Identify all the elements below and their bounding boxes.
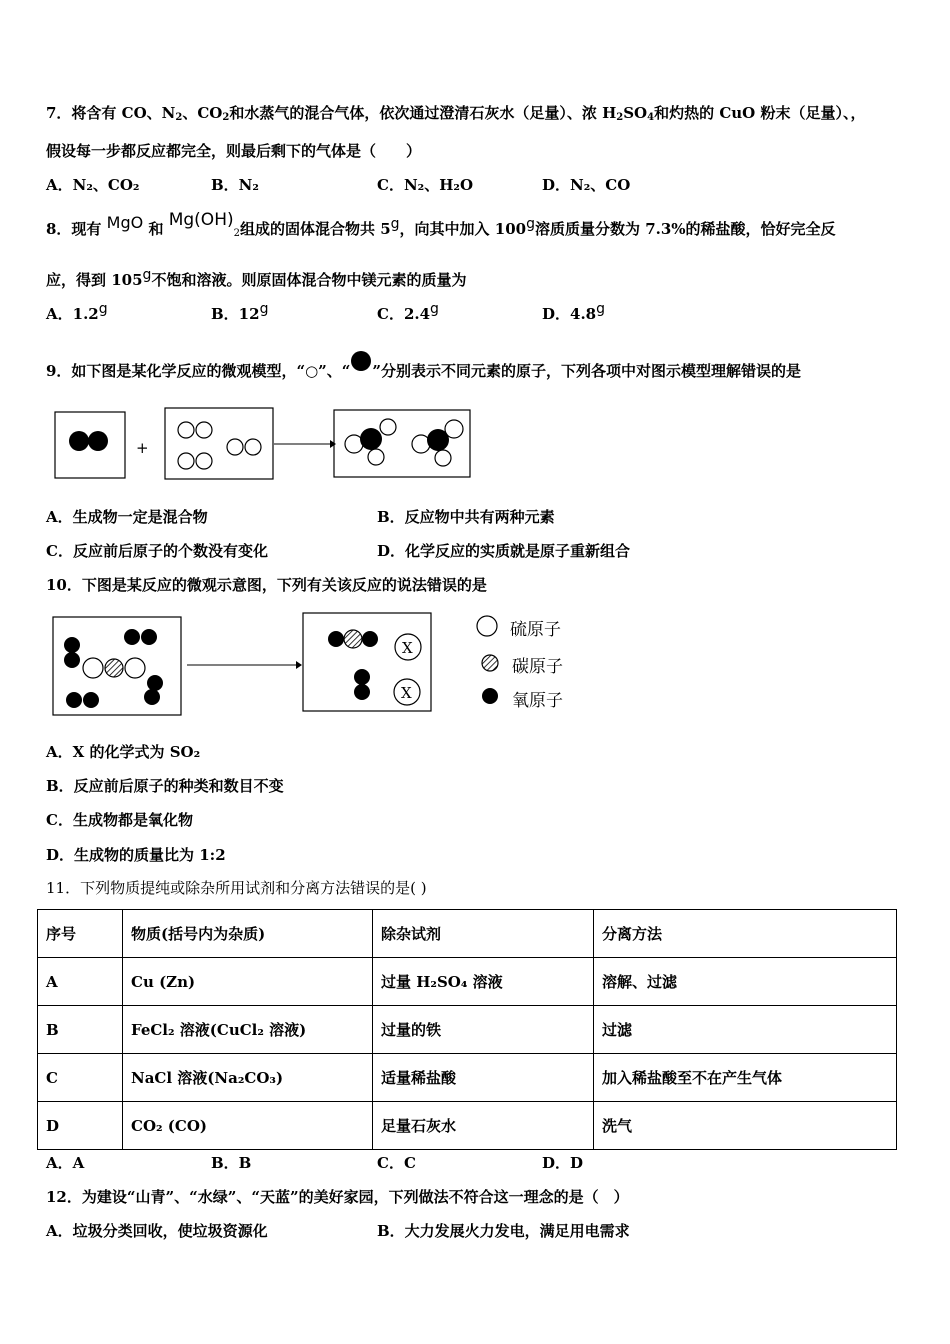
table-cell: NaCl 溶液(Na₂CO₃) [123, 1054, 373, 1102]
black-atom-icon [350, 350, 372, 372]
table-header: 物质(括号内为杂质) [123, 910, 373, 958]
q8-stem-line2: 应，得到 105g不饱和溶液。则原固体混合物中镁元素的质量为 [46, 267, 467, 289]
q11-table [37, 909, 897, 1150]
q8-stem: 8．现有 MgO 和 $Mg(OH)_2$组成的固体混合物共 5g，向其中加入 100g溶质质量分数为 7.3%的稀盐酸，恰好完全反 [46, 210, 836, 239]
table-cell: 过滤 [594, 1006, 897, 1054]
q7-stem: 7．将含有 CO、$N_2$、$CO_2$和水蒸气的混合气体，依次通过澄清石灰水（足量）、浓 $H_2SO_4$和灼热的 CuO 粉末（足量）、， [46, 104, 866, 123]
q7-option-b[interactable]: B．N₂ [211, 176, 259, 194]
plus-sign: + [136, 439, 149, 457]
table-header: 分离方法 [594, 910, 897, 958]
table-header-row [38, 910, 897, 958]
q12-option-b[interactable]: B．大力发展火力发电，满足用电需求 [377, 1222, 630, 1240]
table-cell: 过量的铁 [373, 1006, 594, 1054]
legend-sulfur: 硫原子 [510, 620, 561, 640]
q9-option-a[interactable]: A．生成物一定是混合物 [46, 508, 208, 526]
black-atom [69, 431, 89, 451]
carbon-atom-icon [482, 655, 498, 671]
sulfur-atom-icon [477, 616, 497, 636]
q9-option-b[interactable]: B．反应物中共有两种元素 [377, 508, 555, 526]
table-cell: B [38, 1006, 123, 1054]
q9-reaction-diagram [50, 405, 480, 485]
x-molecule-label: X [402, 639, 413, 657]
q7-option-c[interactable]: C．N₂、H₂O [377, 176, 474, 194]
table-row [38, 958, 897, 1006]
q10-option-c[interactable]: C．生成物都是氧化物 [46, 811, 193, 829]
q10-reaction-diagram [50, 610, 450, 722]
table-cell: 适量稀盐酸 [373, 1054, 594, 1102]
table-cell: 足量石灰水 [373, 1102, 594, 1150]
table-header: 序号 [38, 910, 123, 958]
table-cell: A [38, 958, 123, 1006]
black-atom [88, 431, 108, 451]
table-cell: FeCl₂ 溶液(CuCl₂ 溶液) [123, 1006, 373, 1054]
table-cell: 溶解、过滤 [594, 958, 897, 1006]
q10-stem: 10．下图是某反应的微观示意图，下列有关该反应的说法错误的是 [46, 576, 487, 594]
table-header: 除杂试剂 [373, 910, 594, 958]
q7-option-d[interactable]: D．N₂、CO [542, 176, 631, 194]
table-cell: 洗气 [594, 1102, 897, 1150]
q9-option-c[interactable]: C．反应前后原子的个数没有变化 [46, 542, 268, 560]
q8-option-b[interactable]: B．12g [211, 301, 269, 323]
q11-stem: 11．下列物质提纯或除杂所用试剂和分离方法错误的是( ) [46, 879, 427, 897]
q11-option-b[interactable]: B．B [211, 1154, 252, 1172]
table-row [38, 1054, 897, 1102]
q11-option-d[interactable]: D．D [542, 1154, 584, 1172]
q12-stem: 12．为建设“山青”、“水绿”、“天蓝”的美好家园，下列做法不符合这一理念的是（ ） [46, 1188, 629, 1206]
q10-option-d[interactable]: D．生成物的质量比为 1:2 [46, 846, 226, 864]
q8-option-d[interactable]: D．4.8g [542, 301, 605, 323]
table-cell: C [38, 1054, 123, 1102]
q9-option-d[interactable]: D．化学反应的实质就是原子重新组合 [377, 542, 631, 560]
table-row [38, 1006, 897, 1054]
legend-carbon: 碳原子 [512, 657, 563, 677]
table-cell: 过量 H₂SO₄ 溶液 [373, 958, 594, 1006]
q7-stem-line2: 假设每一步都反应都完全，则最后剩下的气体是（ ） [46, 142, 422, 160]
q12-option-a[interactable]: A．垃圾分类回收，使垃圾资源化 [46, 1222, 268, 1240]
q10-option-b[interactable]: B．反应前后原子的种类和数目不变 [46, 777, 284, 795]
table-cell: 加入稀盐酸至不在产生气体 [594, 1054, 897, 1102]
table-cell: Cu (Zn) [123, 958, 373, 1006]
q8-option-c[interactable]: C．2.4g [377, 301, 439, 323]
table-cell: CO₂ (CO) [123, 1102, 373, 1150]
table-row [38, 1102, 897, 1150]
q8-option-a[interactable]: A．1.2g [46, 301, 108, 323]
oxygen-atom-icon [482, 688, 498, 704]
q9-stem: 9．如下图是某化学反应的微观模型，“○”、“ ”分别表示不同元素的原子，下列各项中对图示模型理解错误的是 [46, 350, 801, 381]
legend-oxygen: 氧原子 [512, 691, 563, 711]
q10-legend-icons [475, 614, 501, 714]
q7-option-a[interactable]: A．N₂、CO₂ [46, 176, 140, 194]
table-cell: D [38, 1102, 123, 1150]
x-molecule-label: X [401, 684, 412, 702]
q11-option-c[interactable]: C．C [377, 1154, 416, 1172]
q10-option-a[interactable]: A．X 的化学式为 SO₂ [46, 743, 201, 761]
q11-option-a[interactable]: A．A [46, 1154, 85, 1172]
